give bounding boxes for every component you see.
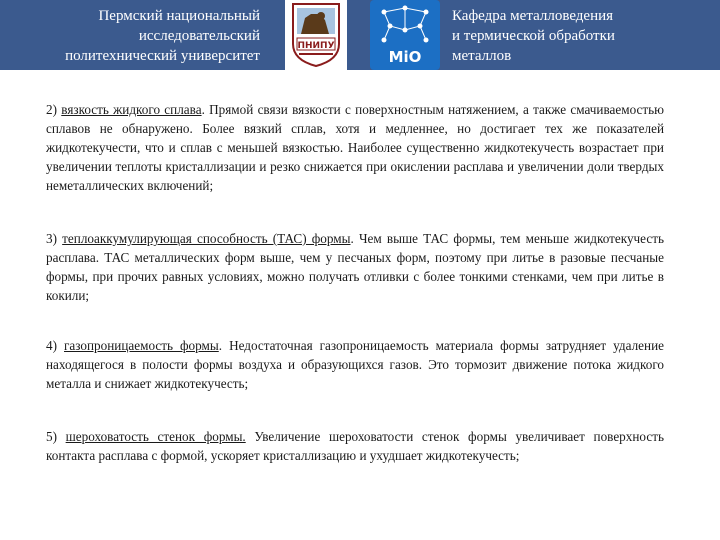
department-name xyxy=(452,6,712,66)
item-number: 5) xyxy=(46,429,66,444)
pnipu-logo xyxy=(285,0,347,70)
term-underlined: шероховатость стенок формы. xyxy=(65,429,246,444)
mio-logo xyxy=(370,0,440,70)
paragraph-roughness xyxy=(46,427,664,465)
university-name-line: исследовательский xyxy=(138,28,260,44)
department-name-line: и термической обработки xyxy=(452,28,615,44)
header-bar xyxy=(0,0,720,70)
paragraph-viscosity xyxy=(46,100,664,195)
item-number: 3) xyxy=(46,231,63,246)
university-name-line: политехнический университет xyxy=(65,48,260,64)
university-name xyxy=(0,6,260,66)
department-name-line: Кафедра металловедения xyxy=(452,8,614,24)
item-number: 4) xyxy=(46,338,64,353)
paragraph-gas-permeability xyxy=(46,336,664,393)
paragraph-text: . Недостаточная газопроницаемость материала формы затрудняет удаление находящегося в полости формы воздуха и образующихся газов. Это тормозит движение потока жидкого металла и снижает жидкотекучесть; xyxy=(46,338,664,391)
term-underlined: вязкость жидкого сплава xyxy=(61,102,202,117)
paragraph-text: . Чем выше ТАС формы, тем меньше жидкотекучесть расплава. ТАС металлических форм выше, чем у песчаных форм, поэтому при литье в разовые песчаные формы, при прочих равных условиях, можно получать отливки с более тонкими стенками, чем при литье в кокили; xyxy=(46,231,664,303)
paragraph-text: Увеличение шероховатости стенок формы увеличивает поверхность контакта расплава с формой, ускоряет кристаллизацию и ухудшает жидкотекучесть; xyxy=(46,429,664,463)
mio-logo-text: МiO xyxy=(388,48,422,66)
paragraph-text: . Прямой связи вязкости с поверхностным натяжением, а также смачиваемостью сплавов не обнаружено. Более вязкий сплав, хотя и медленнее, но достигает тех же показателей жидкотекучести, что и сплав с меньшей вязкостью. Наиболее существенно жидкотекучесть возрастает при увеличении теплоты кристаллизации и резко снижается при окислении расплава и увеличении доли твердых неметаллических включений; xyxy=(46,102,664,193)
paragraph-heat-capacity xyxy=(46,229,664,305)
department-name-line: металлов xyxy=(452,48,512,64)
term-underlined: газопроницаемость формы xyxy=(64,338,219,353)
university-name-line: Пермский национальный xyxy=(98,8,260,24)
item-number: 2) xyxy=(46,102,62,117)
term-underlined: теплоаккумулирующая способность (ТАС) формы xyxy=(62,231,351,246)
pnipu-logo-text: ПНИПУ xyxy=(297,41,335,51)
